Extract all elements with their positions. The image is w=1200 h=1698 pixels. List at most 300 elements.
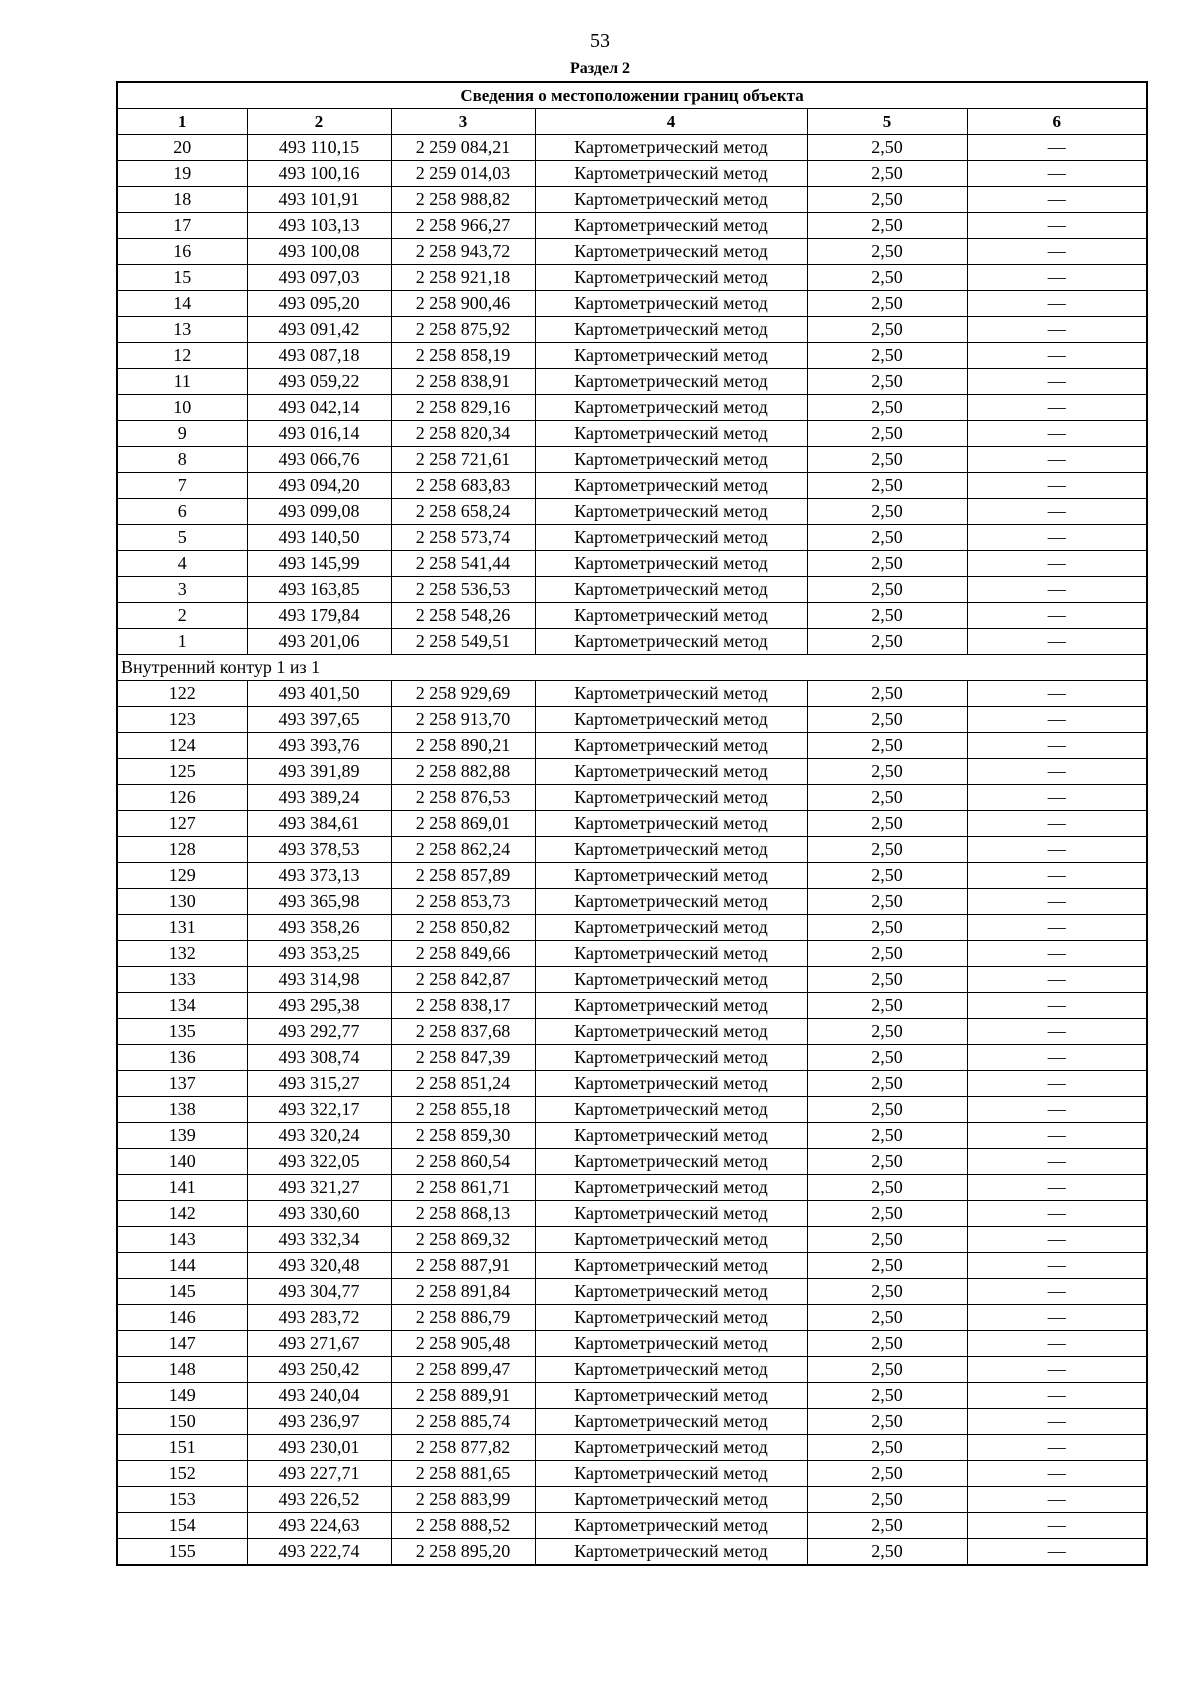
table-cell: 3: [117, 577, 247, 603]
table-cell: Картометрический метод: [535, 1383, 807, 1409]
table-cell: Картометрический метод: [535, 1019, 807, 1045]
table-row: [117, 707, 1147, 733]
table-row: [117, 1175, 1147, 1201]
table-cell: 2 258 860,54: [391, 1149, 535, 1175]
table-cell: 126: [117, 785, 247, 811]
table-cell: 2 258 943,72: [391, 239, 535, 265]
table-cell: —: [967, 161, 1147, 187]
table-cell: 2: [117, 603, 247, 629]
table-cell: 2,50: [807, 213, 967, 239]
table-cell: Картометрический метод: [535, 837, 807, 863]
table-cell: 2 258 838,91: [391, 369, 535, 395]
table-cell: 493 226,52: [247, 1487, 391, 1513]
table-cell: 493 250,42: [247, 1357, 391, 1383]
table-row: [117, 1227, 1147, 1253]
table-cell: Картометрический метод: [535, 733, 807, 759]
table-cell: 2,50: [807, 1019, 967, 1045]
table-cell: 144: [117, 1253, 247, 1279]
table-cell: 2 258 889,91: [391, 1383, 535, 1409]
table-row: [117, 1097, 1147, 1123]
table-cell: —: [967, 733, 1147, 759]
table-cell: 493 179,84: [247, 603, 391, 629]
table-cell: 2 258 876,53: [391, 785, 535, 811]
table-cell: 17: [117, 213, 247, 239]
table-cell: 493 401,50: [247, 681, 391, 707]
table-cell: 155: [117, 1539, 247, 1566]
table-cell: 2 258 885,74: [391, 1409, 535, 1435]
table-cell: 2 258 847,39: [391, 1045, 535, 1071]
table-cell: 2 258 857,89: [391, 863, 535, 889]
table-cell: 14: [117, 291, 247, 317]
table-cell: 8: [117, 447, 247, 473]
table-cell: 493 097,03: [247, 265, 391, 291]
table-cell: —: [967, 785, 1147, 811]
table-cell: Картометрический метод: [535, 525, 807, 551]
table-cell: 127: [117, 811, 247, 837]
table-cell: —: [967, 317, 1147, 343]
table-cell: 139: [117, 1123, 247, 1149]
table-cell: Картометрический метод: [535, 551, 807, 577]
table-cell: —: [967, 1253, 1147, 1279]
table-cell: 1: [117, 629, 247, 655]
table-cell: 2,50: [807, 317, 967, 343]
table-cell: 5: [117, 525, 247, 551]
table-cell: —: [967, 889, 1147, 915]
table-cell: —: [967, 291, 1147, 317]
table-cell: 11: [117, 369, 247, 395]
table-cell: Картометрический метод: [535, 421, 807, 447]
table-cell: 19: [117, 161, 247, 187]
table-cell: 2 258 881,65: [391, 1461, 535, 1487]
table-cell: 2,50: [807, 525, 967, 551]
table-row: [117, 811, 1147, 837]
table-cell: 493 042,14: [247, 395, 391, 421]
table-cell: 2,50: [807, 1227, 967, 1253]
table-cell: 493 240,04: [247, 1383, 391, 1409]
table-cell: 6: [117, 499, 247, 525]
table-cell: Картометрический метод: [535, 473, 807, 499]
table-cell: 2 258 891,84: [391, 1279, 535, 1305]
table-cell: 2 258 861,71: [391, 1175, 535, 1201]
table-cell: —: [967, 343, 1147, 369]
table-cell: 2,50: [807, 577, 967, 603]
table-cell: 493 384,61: [247, 811, 391, 837]
table-row: [117, 1435, 1147, 1461]
table-row: [117, 421, 1147, 447]
table-row: [117, 1539, 1147, 1566]
table-row: [117, 551, 1147, 577]
table-row: [117, 1357, 1147, 1383]
table-cell: —: [967, 967, 1147, 993]
table-row: [117, 863, 1147, 889]
table-cell: —: [967, 1045, 1147, 1071]
table-cell: —: [967, 1175, 1147, 1201]
table-cell: Картометрический метод: [535, 759, 807, 785]
table-cell: 493 066,76: [247, 447, 391, 473]
table-row: [117, 499, 1147, 525]
table-row: [117, 1045, 1147, 1071]
table-cell: 2 258 853,73: [391, 889, 535, 915]
table-cell: 141: [117, 1175, 247, 1201]
table-cell: Картометрический метод: [535, 161, 807, 187]
table-cell: Картометрический метод: [535, 1279, 807, 1305]
table-cell: Картометрический метод: [535, 1175, 807, 1201]
table-cell: 9: [117, 421, 247, 447]
page-number: 53: [590, 30, 610, 52]
table-row: [117, 369, 1147, 395]
table-row: [117, 733, 1147, 759]
table-cell: 12: [117, 343, 247, 369]
table-cell: Картометрический метод: [535, 1149, 807, 1175]
table-cell: 2,50: [807, 161, 967, 187]
contour-label: Внутренний контур 1 из 1: [117, 655, 1147, 681]
table-cell: 493 091,42: [247, 317, 391, 343]
table-cell: Картометрический метод: [535, 265, 807, 291]
table-cell: 493 236,97: [247, 1409, 391, 1435]
table-cell: 2,50: [807, 759, 967, 785]
table-cell: 152: [117, 1461, 247, 1487]
table-cell: 138: [117, 1097, 247, 1123]
table-cell: 136: [117, 1045, 247, 1071]
table-cell: —: [967, 1513, 1147, 1539]
table-cell: —: [967, 135, 1147, 161]
table-row: [117, 759, 1147, 785]
table-cell: 2 258 573,74: [391, 525, 535, 551]
table-cell: Картометрический метод: [535, 1357, 807, 1383]
table-row: [117, 343, 1147, 369]
table-cell: 2,50: [807, 837, 967, 863]
table-cell: —: [967, 1487, 1147, 1513]
table-cell: 493 201,06: [247, 629, 391, 655]
table-cell: —: [967, 863, 1147, 889]
table-cell: 2,50: [807, 291, 967, 317]
table-cell: 2 258 850,82: [391, 915, 535, 941]
table-cell: 146: [117, 1305, 247, 1331]
table-row: [117, 1513, 1147, 1539]
table-cell: 123: [117, 707, 247, 733]
table-cell: —: [967, 1201, 1147, 1227]
table-cell: 2 258 658,24: [391, 499, 535, 525]
table-cell: 2 258 890,21: [391, 733, 535, 759]
table-cell: 129: [117, 863, 247, 889]
table-cell: 2 258 869,01: [391, 811, 535, 837]
table-cell: Картометрический метод: [535, 369, 807, 395]
table-row: [117, 681, 1147, 707]
table-cell: Картометрический метод: [535, 1331, 807, 1357]
table-cell: —: [967, 1539, 1147, 1566]
table-cell: 132: [117, 941, 247, 967]
table-row: [117, 161, 1147, 187]
contour-label-row: [117, 655, 1147, 681]
table-cell: Картометрический метод: [535, 941, 807, 967]
table-cell: Картометрический метод: [535, 785, 807, 811]
table-cell: 2,50: [807, 369, 967, 395]
table-cell: 2 258 886,79: [391, 1305, 535, 1331]
table-cell: 493 322,17: [247, 1097, 391, 1123]
table-cell: Картометрический метод: [535, 1513, 807, 1539]
table-cell: 493 224,63: [247, 1513, 391, 1539]
table-row: [117, 1383, 1147, 1409]
table-cell: —: [967, 395, 1147, 421]
table-cell: 2,50: [807, 681, 967, 707]
table-cell: —: [967, 525, 1147, 551]
table-cell: 2 258 966,27: [391, 213, 535, 239]
table-cell: 2 258 829,16: [391, 395, 535, 421]
table-cell: 493 230,01: [247, 1435, 391, 1461]
table-cell: 2 258 858,19: [391, 343, 535, 369]
table-cell: 2,50: [807, 1539, 967, 1566]
table-cell: 148: [117, 1357, 247, 1383]
table-cell: 2,50: [807, 1331, 967, 1357]
table-cell: 18: [117, 187, 247, 213]
table-cell: 493 271,67: [247, 1331, 391, 1357]
table-cell: 128: [117, 837, 247, 863]
table-caption-row: [117, 82, 1147, 109]
table-cell: 493 110,15: [247, 135, 391, 161]
table-cell: Картометрический метод: [535, 135, 807, 161]
table-cell: 493 308,74: [247, 1045, 391, 1071]
table-cell: Картометрический метод: [535, 915, 807, 941]
table-row: [117, 785, 1147, 811]
table-cell: Картометрический метод: [535, 577, 807, 603]
table-cell: 2,50: [807, 1513, 967, 1539]
table-cell: 122: [117, 681, 247, 707]
table-cell: —: [967, 473, 1147, 499]
table-cell: 493 100,08: [247, 239, 391, 265]
table-cell: 493 087,18: [247, 343, 391, 369]
table-cell: 493 322,05: [247, 1149, 391, 1175]
table-cell: 2 258 988,82: [391, 187, 535, 213]
table-cell: —: [967, 213, 1147, 239]
outer-contour-rows: [117, 135, 1147, 655]
table-row: [117, 317, 1147, 343]
table-cell: —: [967, 941, 1147, 967]
table-row: [117, 577, 1147, 603]
table-cell: 7: [117, 473, 247, 499]
table-cell: 2 258 851,24: [391, 1071, 535, 1097]
table-cell: Картометрический метод: [535, 395, 807, 421]
table-cell: Картометрический метод: [535, 1097, 807, 1123]
table-row: [117, 1071, 1147, 1097]
table-cell: 142: [117, 1201, 247, 1227]
table-cell: 493 016,14: [247, 421, 391, 447]
table-cell: 2 258 683,83: [391, 473, 535, 499]
table-row: [117, 1409, 1147, 1435]
table-cell: 2 258 859,30: [391, 1123, 535, 1149]
table-cell: —: [967, 681, 1147, 707]
table-cell: Картометрический метод: [535, 603, 807, 629]
table-cell: 130: [117, 889, 247, 915]
table-row: [117, 1149, 1147, 1175]
coordinates-table: [116, 81, 1148, 1566]
table-cell: Картометрический метод: [535, 239, 807, 265]
table-cell: Картометрический метод: [535, 291, 807, 317]
table-cell: Картометрический метод: [535, 1461, 807, 1487]
table-cell: Картометрический метод: [535, 993, 807, 1019]
table-cell: 493 101,91: [247, 187, 391, 213]
table-cell: 124: [117, 733, 247, 759]
table-cell: 2 258 888,52: [391, 1513, 535, 1539]
table-cell: Картометрический метод: [535, 629, 807, 655]
table-cell: 2,50: [807, 1201, 967, 1227]
table-cell: 2,50: [807, 1357, 967, 1383]
table-cell: 2,50: [807, 811, 967, 837]
table-cell: 2,50: [807, 1097, 967, 1123]
table-cell: 150: [117, 1409, 247, 1435]
table-cell: 2,50: [807, 551, 967, 577]
table-cell: —: [967, 759, 1147, 785]
table-cell: 493 320,48: [247, 1253, 391, 1279]
table-cell: —: [967, 1097, 1147, 1123]
table-cell: —: [967, 811, 1147, 837]
table-row: [117, 941, 1147, 967]
table-cell: 2,50: [807, 1487, 967, 1513]
table-row: [117, 135, 1147, 161]
table-cell: 493 283,72: [247, 1305, 391, 1331]
table-cell: —: [967, 1123, 1147, 1149]
table-row: [117, 395, 1147, 421]
table-cell: 2,50: [807, 499, 967, 525]
table-cell: 137: [117, 1071, 247, 1097]
table-cell: 2 258 895,20: [391, 1539, 535, 1566]
table-row: [117, 473, 1147, 499]
table-row: [117, 837, 1147, 863]
table-cell: —: [967, 707, 1147, 733]
column-header-row: [117, 109, 1147, 135]
table-cell: 10: [117, 395, 247, 421]
table-cell: 2,50: [807, 421, 967, 447]
table-cell: 2 258 721,61: [391, 447, 535, 473]
table-cell: 147: [117, 1331, 247, 1357]
table-cell: 2 258 900,46: [391, 291, 535, 317]
table-cell: 2 258 877,82: [391, 1435, 535, 1461]
table-row: [117, 1279, 1147, 1305]
table-cell: 2,50: [807, 863, 967, 889]
table-cell: —: [967, 1357, 1147, 1383]
table-cell: Картометрический метод: [535, 1409, 807, 1435]
table-cell: 493 373,13: [247, 863, 391, 889]
table-cell: Картометрический метод: [535, 1071, 807, 1097]
table-cell: 2,50: [807, 1383, 967, 1409]
table-row: [117, 213, 1147, 239]
table-cell: —: [967, 1305, 1147, 1331]
table-cell: 2 258 887,91: [391, 1253, 535, 1279]
table-cell: 145: [117, 1279, 247, 1305]
table-cell: 493 358,26: [247, 915, 391, 941]
table-cell: —: [967, 1331, 1147, 1357]
table-row: [117, 525, 1147, 551]
table-cell: 2,50: [807, 1045, 967, 1071]
table-cell: 2,50: [807, 1461, 967, 1487]
table-cell: 493 094,20: [247, 473, 391, 499]
column-header: 1: [117, 109, 247, 135]
table-cell: 2,50: [807, 1305, 967, 1331]
table-cell: 154: [117, 1513, 247, 1539]
table-cell: 2,50: [807, 473, 967, 499]
table-cell: 2 258 820,34: [391, 421, 535, 447]
table-cell: 2,50: [807, 785, 967, 811]
table-cell: 493 295,38: [247, 993, 391, 1019]
table-cell: 2,50: [807, 889, 967, 915]
column-header: 3: [391, 109, 535, 135]
table-row: [117, 1123, 1147, 1149]
table-cell: —: [967, 499, 1147, 525]
table-cell: 2,50: [807, 1071, 967, 1097]
column-header: 5: [807, 109, 967, 135]
table-cell: 2 258 536,53: [391, 577, 535, 603]
table-row: [117, 967, 1147, 993]
table-row: [117, 239, 1147, 265]
table-cell: 493 304,77: [247, 1279, 391, 1305]
table-cell: 2 258 549,51: [391, 629, 535, 655]
table-row: [117, 603, 1147, 629]
table-cell: Картометрический метод: [535, 499, 807, 525]
table-cell: 493 059,22: [247, 369, 391, 395]
table-cell: 493 332,34: [247, 1227, 391, 1253]
table-cell: —: [967, 1227, 1147, 1253]
table-row: [117, 1331, 1147, 1357]
table-cell: 2 258 855,18: [391, 1097, 535, 1123]
table-cell: 2,50: [807, 733, 967, 759]
table-cell: 2,50: [807, 1435, 967, 1461]
table-cell: —: [967, 1409, 1147, 1435]
table-cell: 493 222,74: [247, 1539, 391, 1566]
table-cell: 493 378,53: [247, 837, 391, 863]
table-cell: 2 258 905,48: [391, 1331, 535, 1357]
table-cell: 15: [117, 265, 247, 291]
table-cell: 2 258 921,18: [391, 265, 535, 291]
table-cell: —: [967, 577, 1147, 603]
table-cell: 493 314,98: [247, 967, 391, 993]
table-cell: 2,50: [807, 1123, 967, 1149]
table-cell: 2,50: [807, 1149, 967, 1175]
table-cell: 493 227,71: [247, 1461, 391, 1487]
table-cell: 493 103,13: [247, 213, 391, 239]
table-row: [117, 1305, 1147, 1331]
table-cell: —: [967, 1071, 1147, 1097]
table-cell: 493 330,60: [247, 1201, 391, 1227]
table-cell: —: [967, 369, 1147, 395]
table-cell: 135: [117, 1019, 247, 1045]
table-cell: 2 258 883,99: [391, 1487, 535, 1513]
table-cell: Картометрический метод: [535, 1487, 807, 1513]
table-cell: 149: [117, 1383, 247, 1409]
table-cell: 2,50: [807, 941, 967, 967]
table-cell: 493 365,98: [247, 889, 391, 915]
table-cell: 493 393,76: [247, 733, 391, 759]
table-cell: 493 389,24: [247, 785, 391, 811]
table-row: [117, 1487, 1147, 1513]
table-cell: 493 353,25: [247, 941, 391, 967]
table-cell: 2 258 548,26: [391, 603, 535, 629]
table-cell: —: [967, 421, 1147, 447]
table-cell: 2 258 869,32: [391, 1227, 535, 1253]
table-cell: 2 258 875,92: [391, 317, 535, 343]
table-cell: 493 163,85: [247, 577, 391, 603]
table-cell: 493 095,20: [247, 291, 391, 317]
table-row: [117, 993, 1147, 1019]
table-cell: 2 258 913,70: [391, 707, 535, 733]
table-cell: —: [967, 1149, 1147, 1175]
table-cell: —: [967, 915, 1147, 941]
table-cell: 140: [117, 1149, 247, 1175]
table-cell: Картометрический метод: [535, 1305, 807, 1331]
table-cell: 2 259 014,03: [391, 161, 535, 187]
table-cell: 2 258 849,66: [391, 941, 535, 967]
inner-contour-rows: [117, 681, 1147, 1566]
table-cell: 2,50: [807, 265, 967, 291]
table-caption: Сведения о местоположении границ объекта: [117, 82, 1147, 109]
